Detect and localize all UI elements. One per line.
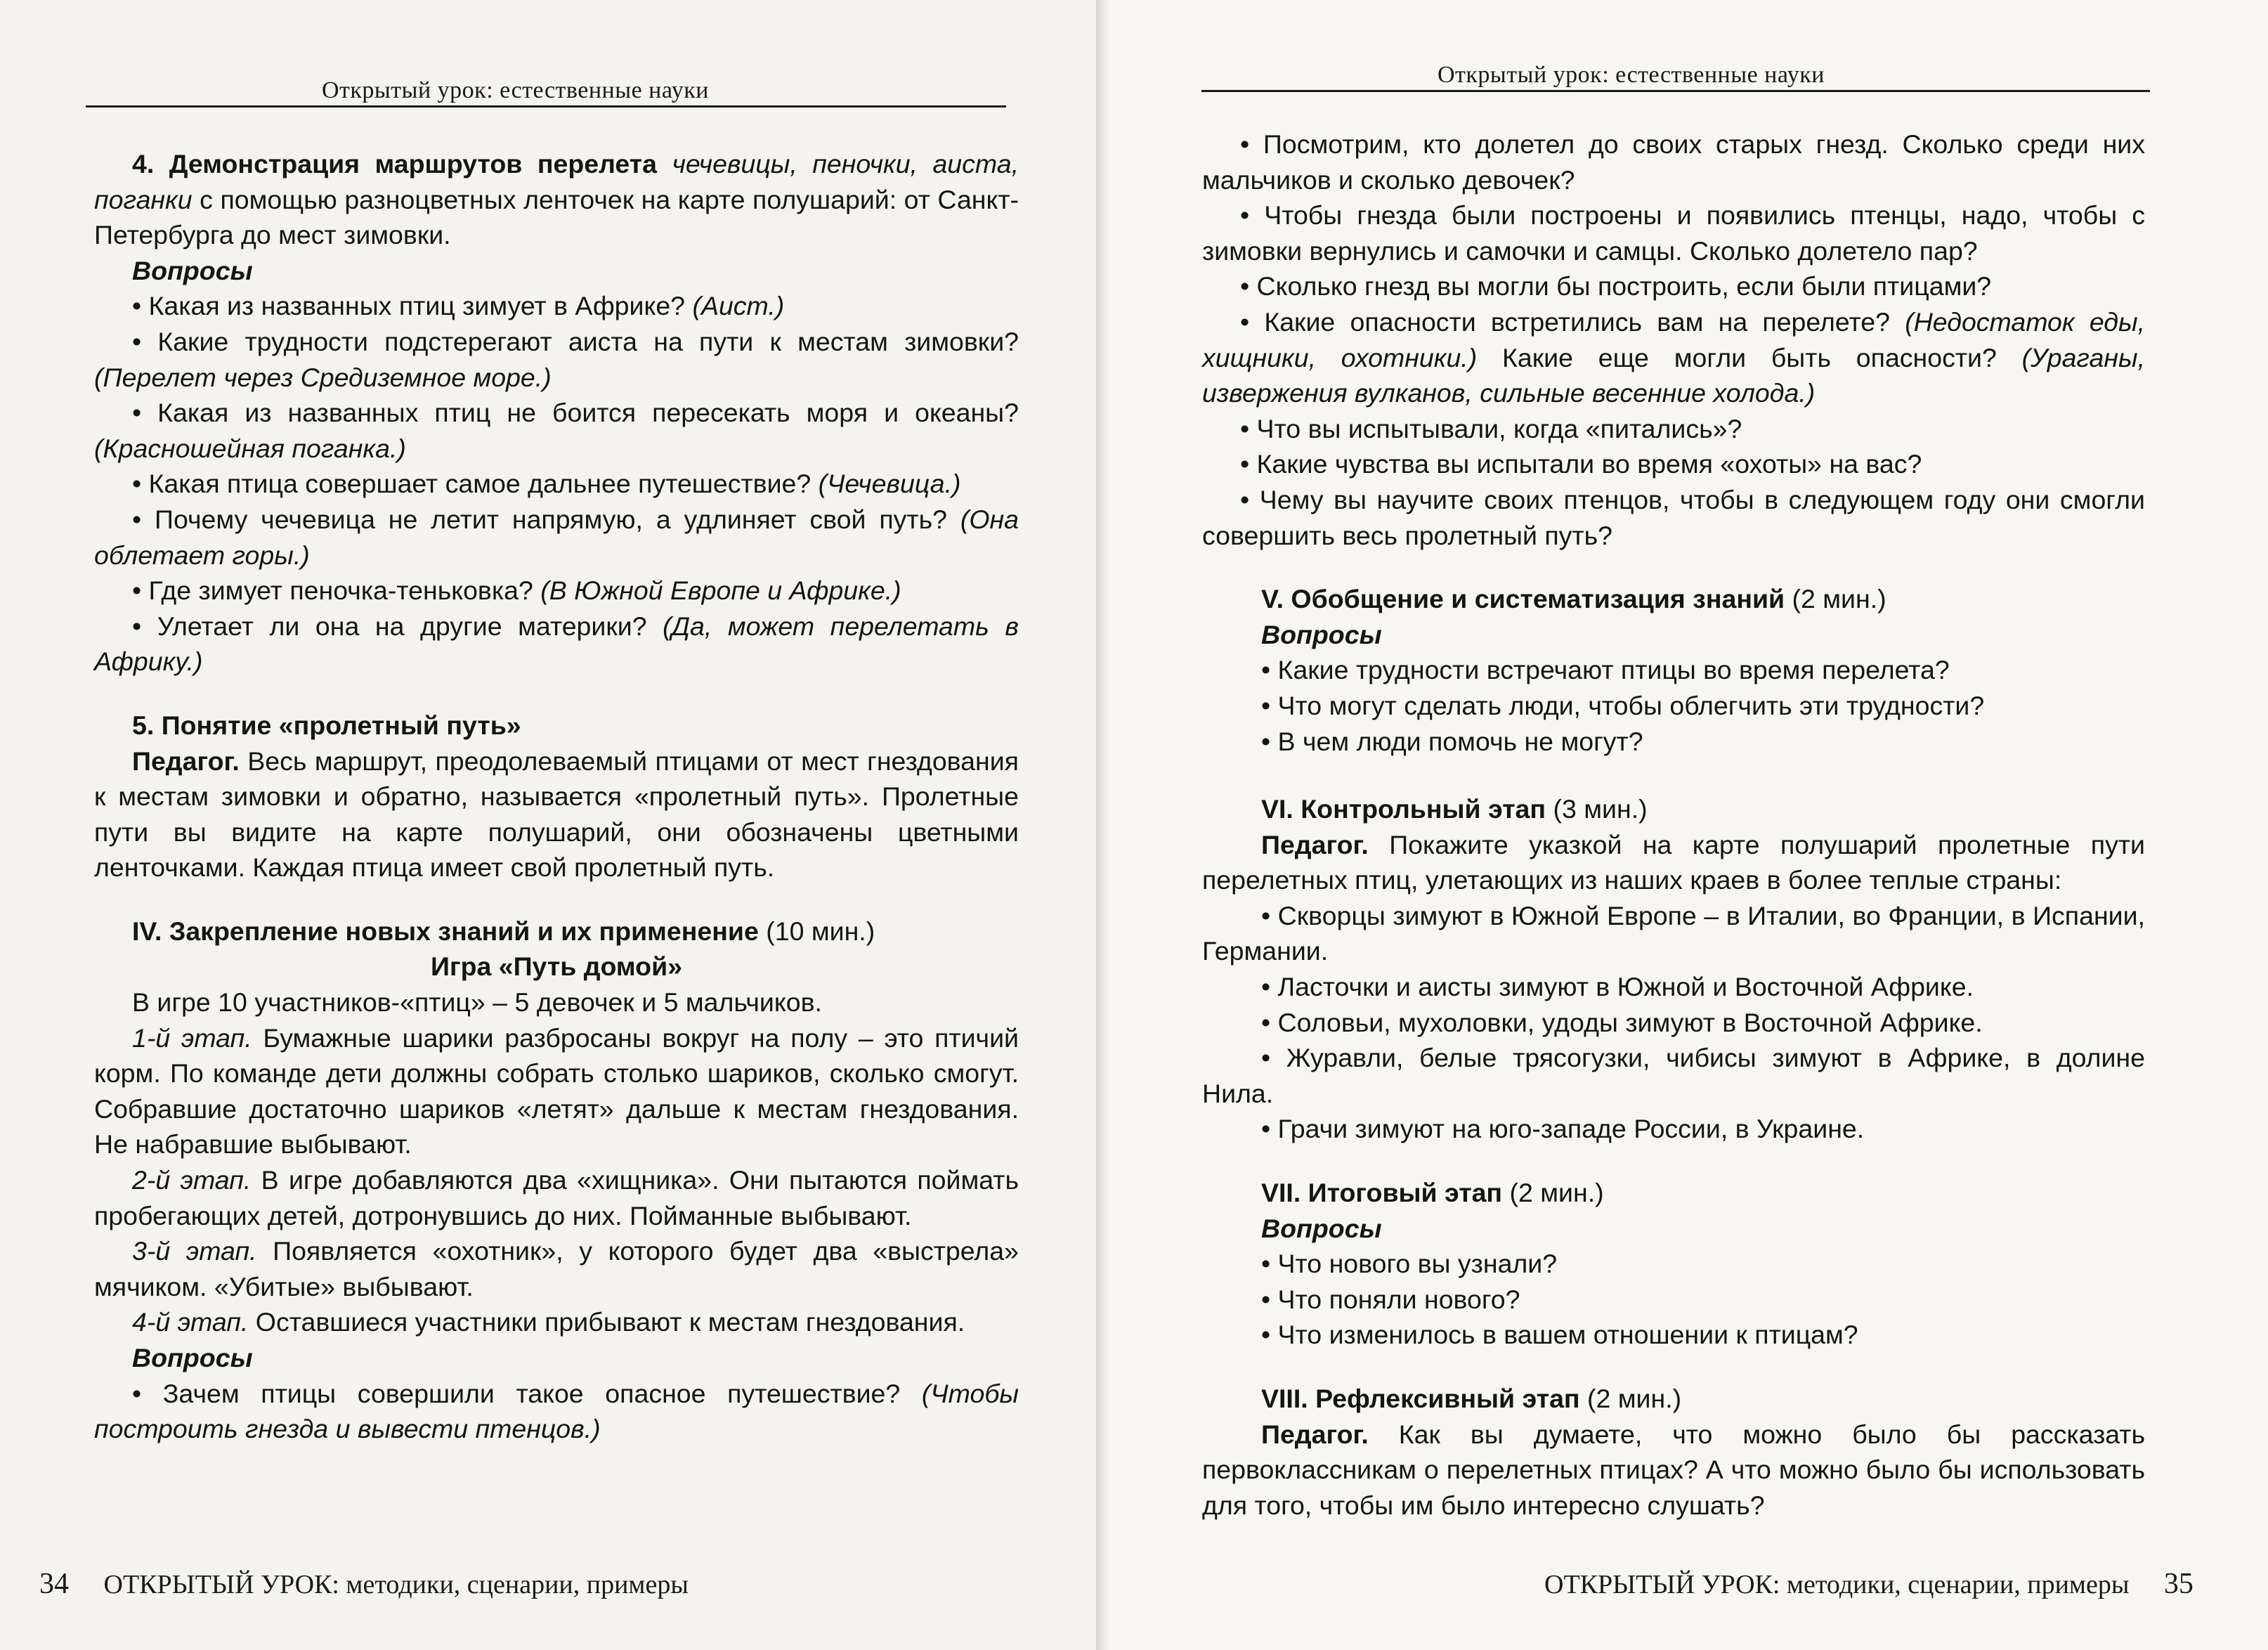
section-iv-time: (10 мин.) [766, 916, 875, 946]
section-5-title: 5. Понятие «пролетный путь» [132, 710, 521, 740]
answer: (Ураганы, извержения вулканов, сильные весенние холода.) [1202, 342, 2145, 408]
section-iv-title: IV. Закрепление новых знаний и их применение [132, 916, 759, 946]
question: • Что поняли нового? [1261, 1284, 1520, 1314]
footer-title: ОТКРЫТЫЙ УРОК: методики, сценарии, примеры [103, 1570, 689, 1599]
question: • Где зимует пеночка-теньковка? [132, 576, 533, 606]
stage-label: 3-й этап. [132, 1236, 257, 1266]
question: • Чему вы научите своих птенцов, чтобы в следующем году они смогли совершить весь пролетный путь? [1202, 484, 2145, 550]
question: • Чтобы гнезда были построены и появились птенцы, надо, чтобы с зимовки вернулись и самочки и самцы. Сколько долетело пар? [1202, 200, 2145, 266]
stage-text: В игре добавляются два «хищника». Они пытаются поймать пробегающих детей, дотронувшись до них. Пойманные выбывают. [94, 1165, 1019, 1230]
footer-title: ОТКРЫТЫЙ УРОК: методики, сценарии, примеры [1544, 1570, 2130, 1599]
bird-list: чечевицы, пеночки, аиста, поганки [94, 149, 1019, 214]
question: • Улетает ли она на другие материки? [132, 611, 647, 641]
stage-text: Появляется «охотник», у которого будет два «выстрела» мячиком. «Убитые» выбывают. [94, 1236, 1019, 1301]
answer: (Аист.) [692, 291, 785, 321]
list-item: • Скворцы зимуют в Южной Европе – в Италии, во Франции, в Испании, Германии. [1202, 900, 2145, 966]
section-vii-title: VII. Итоговый этап [1261, 1178, 1503, 1208]
question: • Сколько гнезд вы могли бы построить, если были птицами? [1240, 271, 1992, 301]
section-vi-title: VI. Контрольный этап [1261, 794, 1546, 824]
section-viii-text: Как вы думаете, что можно было бы рассказать первоклассникам о перелетных птицах? А что можно было бы использовать для того, чтобы им было интересно слушать? [1202, 1419, 2146, 1520]
section-4-title: 4. Демонстрация маршрутов перелета [132, 149, 658, 178]
stage-text: Бумажные шарики разбросаны вокруг на полу – это птичий корм. По команде дети должны собрать столько шариков, сколько смогут. Собравшие достаточно шариков «летят» дальше к местам гнездования. Не набравшие выбывают. [94, 1022, 1019, 1159]
question: • Какая птица совершает самое дальнее путешествие? [132, 469, 812, 499]
question: • В чем люди помочь не могут? [1261, 726, 1643, 756]
header-rule [1201, 90, 2150, 92]
teacher-label: Педагог. [1261, 829, 1369, 859]
question: • Какие опасности встретились вам на перелете? [1240, 306, 1890, 337]
question: • Что вы испытывали, когда «питались»? [1240, 413, 1742, 443]
section-5-text: Весь маршрут, преодолеваемый птицами от мест гнездования к местам зимовки и обратно, называется «пролетный путь». Пролетные пути вы видите на карте полушарий, они обозначены цветными ленточками. Каждая птица имеет свой пролетный путь. [94, 746, 1019, 883]
page-number: 35 [2163, 1568, 2194, 1600]
section-vi-time: (3 мин.) [1553, 794, 1648, 824]
section-viii-title: VIII. Рефлексивный этап [1261, 1384, 1580, 1413]
questions-label: Вопросы [132, 255, 253, 285]
left-content [94, 146, 1019, 1447]
list-item: • Журавли, белые трясогузки, чибисы зимуют в Африке, в долине Нила. [1202, 1043, 2145, 1108]
question: • Зачем птицы совершили такое опасное путешествие? [132, 1378, 901, 1408]
questions-label: Вопросы [1261, 619, 1382, 649]
game-intro: В игре 10 участников-«птиц» – 5 девочек и 5 мальчиков. [132, 987, 822, 1018]
answer: (Чечевица.) [818, 469, 961, 499]
teacher-label: Педагог. [132, 746, 240, 776]
question: • Какие трудности встречают птицы во время перелета? [1261, 655, 1950, 685]
question: • Почему чечевица не летит напрямую, а удлиняет свой путь? [132, 504, 947, 534]
question: • Посмотрим, кто долетел до своих старых гнезд. Сколько среди них мальчиков и сколько девочек? [1202, 129, 2145, 195]
question: • Какая из названных птиц зимует в Африке? [132, 291, 686, 321]
running-head: Открытый урок: естественные науки [322, 77, 709, 103]
list-item: • Соловьи, мухоловки, удоды зимуют в Восточной Африке. [1261, 1007, 1983, 1037]
game-title: Игра «Путь домой» [431, 951, 682, 982]
section-vi-text: Покажите указкой на карте полушарий пролетные пути перелетных птиц, улетающих из наших краев в более теплые страны: [1202, 829, 2145, 895]
answer: (Чтобы построить гнезда и вывести птенцов.) [94, 1378, 1019, 1444]
question: • Что нового вы узнали? [1261, 1249, 1558, 1279]
stage-label: 1-й этап. [132, 1022, 252, 1053]
question: • Что могут сделать люди, чтобы облегчить эти трудности? [1261, 690, 1985, 720]
answer: (Да, может перелетать в Африку.) [94, 611, 1019, 677]
answer: (В Южной Европе и Африке.) [540, 576, 901, 606]
question: • Какие чувства вы испытали во время «охоты» на вас? [1240, 449, 1922, 479]
right-footer [1544, 1567, 2194, 1601]
list-item: • Грачи зимуют на юго-западе России, в Украине. [1261, 1114, 1865, 1144]
answer: (Красношейная поганка.) [94, 433, 406, 463]
section-4-text: с помощью разноцветных ленточек на карте полушарий: от Санкт-Петербурга до мест зимовки. [94, 184, 1019, 250]
right-page [1109, 0, 2268, 1650]
stage-text: Оставшиеся участники прибывают к местам гнездования. [255, 1307, 965, 1337]
left-page [0, 0, 1096, 1650]
questions-label: Вопросы [1261, 1213, 1382, 1243]
answer: (Перелет через Средиземное море.) [94, 362, 552, 392]
right-content [1202, 126, 2145, 1523]
question: • Какие трудности подстерегают аиста на пути к местам зимовки? [132, 326, 1019, 356]
stage-label: 2-й этап. [132, 1165, 252, 1195]
section-vii-time: (2 мин.) [1509, 1178, 1604, 1208]
answer: (Она облетает горы.) [94, 504, 1019, 570]
teacher-label: Педагог. [1261, 1419, 1369, 1449]
stage-label: 4-й этап. [132, 1307, 249, 1337]
book-gutter [1096, 0, 1109, 1650]
page-number: 34 [39, 1568, 69, 1600]
left-footer [39, 1567, 689, 1601]
running-head: Открытый урок: естественные науки [1438, 62, 1825, 88]
question: • Что изменилось в вашем отношении к птицам? [1261, 1320, 1858, 1350]
question: Какие еще могли быть опасности? [1502, 342, 1997, 372]
list-item: • Ласточки и аисты зимуют в Южной и Восточной Африке. [1261, 972, 1974, 1002]
section-viii-time: (2 мин.) [1587, 1384, 1682, 1413]
answer: (Недостаток еды, хищники, охотники.) [1202, 306, 2146, 372]
question: • Какая из названных птиц не боится пересекать моря и океаны? [132, 398, 1019, 428]
section-v-time: (2 мин.) [1792, 584, 1886, 614]
header-rule [86, 105, 1006, 108]
section-v-title: V. Обобщение и систематизация знаний [1261, 584, 1785, 614]
questions-label: Вопросы [132, 1343, 253, 1372]
